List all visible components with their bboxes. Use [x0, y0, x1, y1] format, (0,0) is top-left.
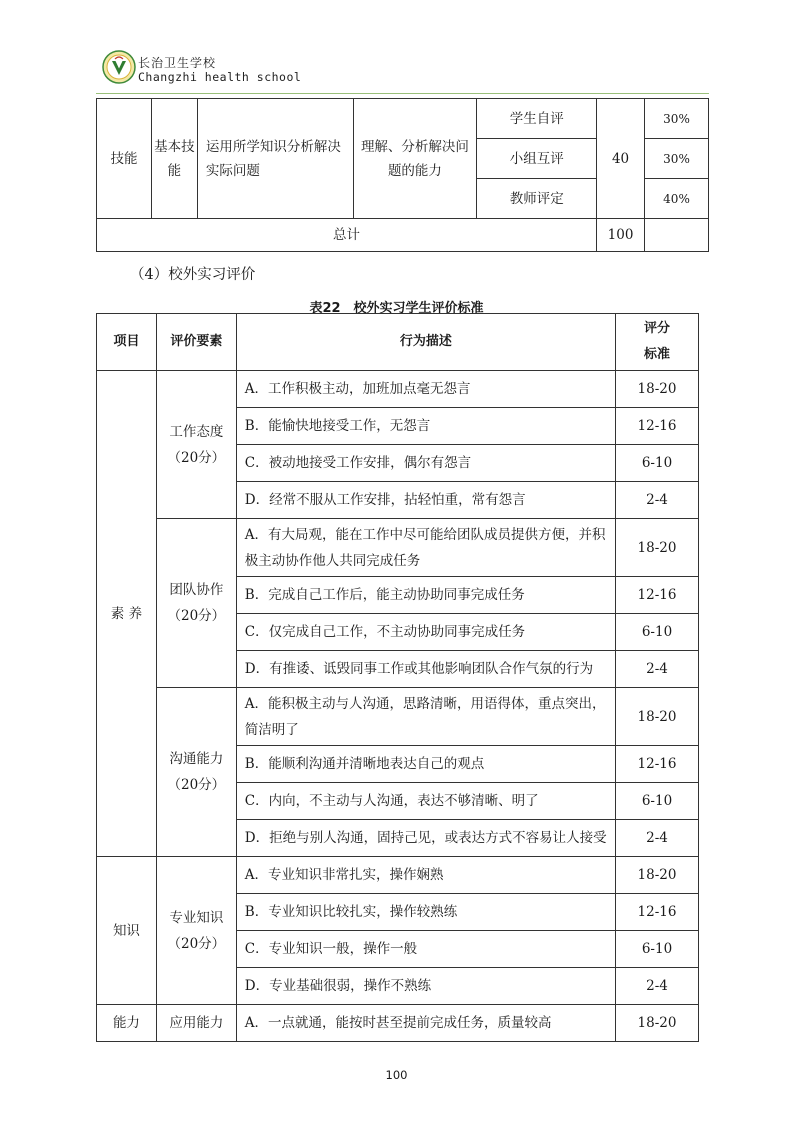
element-name: 团队协作: [169, 582, 224, 598]
school-name-en: Changzhi health school: [138, 70, 302, 84]
weight-cell: 30%: [645, 139, 709, 179]
element-cell: [156, 857, 236, 1005]
description-cell: A．专业知识非常扎实，操作娴熟: [236, 857, 615, 894]
element-cell: [156, 371, 236, 519]
score-range-cell: 18-20: [616, 519, 699, 577]
score-range-cell: 2-4: [616, 651, 699, 688]
element-name: 沟通能力: [169, 751, 224, 767]
score-range-cell: 2-4: [616, 820, 699, 857]
description-cell: B．完成自己工作后，能主动协助同事完成任务: [236, 577, 615, 614]
section-heading: （4）校外实习评价: [130, 267, 256, 283]
score-range-cell: 12-16: [616, 408, 699, 445]
score-cell: 40: [597, 99, 645, 219]
description-cell: D．专业基础很弱，操作不熟练: [236, 968, 615, 1005]
category-cell: 技能: [97, 99, 152, 219]
element-points: （20分）: [167, 935, 226, 952]
score-range-cell: 6-10: [616, 931, 699, 968]
description-cell: A．一点就通，能按时甚至提前完成任务，质量较高: [236, 1005, 615, 1042]
description-cell: A．能积极主动与人沟通，思路清晰，用语得体，重点突出，简洁明了: [236, 688, 615, 746]
description-cell: D．有推诿、诋毁同事工作或其他影响团队合作气氛的行为: [236, 651, 615, 688]
score-range-cell: 18-20: [616, 1005, 699, 1042]
content-cell: 运用所学知识分析解决实际问题: [197, 99, 353, 219]
description-cell: B．能愉快地接受工作，无怨言: [236, 408, 615, 445]
element-name: 应用能力: [156, 1005, 236, 1042]
school-logo-icon: [102, 50, 136, 84]
element-points: （20分）: [167, 777, 226, 793]
school-name-cn: 长治卫生学校: [138, 56, 217, 70]
score-range-cell: 18-20: [616, 688, 699, 746]
group-label-suyang: 素 养: [97, 371, 157, 857]
description-cell: C．仅完成自己工作，不主动协助同事完成任务: [236, 614, 615, 651]
score-range-cell: 18-20: [616, 371, 699, 408]
total-value-cell: 100: [597, 219, 645, 252]
empty-cell: [645, 219, 709, 252]
weight-cell: 30%: [645, 99, 709, 139]
method-cell: 小组互评: [477, 139, 597, 179]
element-cell: [156, 688, 236, 857]
subcategory-cell: 基本技能: [151, 99, 197, 219]
description-cell: A．有大局观，能在工作中尽可能给团队成员提供方便，并积极主动协作他人共同完成任务: [236, 519, 615, 577]
element-points: （20分）: [167, 449, 226, 466]
score-range-cell: 6-10: [616, 614, 699, 651]
skill-assessment-table: [96, 98, 709, 252]
description-cell: D．拒绝与别人沟通，固持己见，或表达方式不容易让人接受: [236, 820, 615, 857]
score-range-cell: 12-16: [616, 894, 699, 931]
header-score: 评分标准: [616, 314, 699, 371]
score-range-cell: 2-4: [616, 482, 699, 519]
element-cell: [156, 519, 236, 688]
page-number: 100: [385, 1068, 408, 1082]
group-label-zhishi: 知识: [97, 857, 157, 1005]
weight-cell: 40%: [645, 179, 709, 219]
internship-evaluation-table: [96, 313, 699, 1042]
description-cell: D．经常不服从工作安排，拈轻怕重，常有怨言: [236, 482, 615, 519]
header-divider: [96, 93, 709, 94]
element-name: 专业知识: [169, 909, 224, 926]
header-element: 评价要素: [156, 314, 236, 371]
description-cell: A．工作积极主动，加班加点毫无怨言: [236, 371, 615, 408]
score-range-cell: 18-20: [616, 857, 699, 894]
score-range-cell: 2-4: [616, 968, 699, 1005]
method-cell: 教师评定: [477, 179, 597, 219]
ability-cell: 理解、分析解决问题的能力: [353, 99, 477, 219]
description-cell: C．内向，不主动与人沟通，表达不够清晰、明了: [236, 783, 615, 820]
score-range-cell: 6-10: [616, 783, 699, 820]
group-label-nengli: 能力: [97, 1005, 157, 1042]
header-description: 行为描述: [236, 314, 615, 371]
total-label-cell: 总计: [97, 219, 597, 252]
method-cell: 学生自评: [477, 99, 597, 139]
description-cell: C．被动地接受工作安排，偶尔有怨言: [236, 445, 615, 482]
description-cell: B．能顺利沟通并清晰地表达自己的观点: [236, 746, 615, 783]
description-cell: B．专业知识比较扎实，操作较熟练: [236, 894, 615, 931]
score-range-cell: 12-16: [616, 577, 699, 614]
score-range-cell: 12-16: [616, 746, 699, 783]
page-header: [96, 48, 709, 92]
element-name: 工作态度: [169, 423, 224, 440]
element-points: （20分）: [167, 608, 226, 624]
description-cell: C．专业知识一般，操作一般: [236, 931, 615, 968]
header-item: 项目: [97, 314, 157, 371]
score-range-cell: 6-10: [616, 445, 699, 482]
table-caption: 表22 校外实习学生评价标准: [309, 301, 484, 316]
